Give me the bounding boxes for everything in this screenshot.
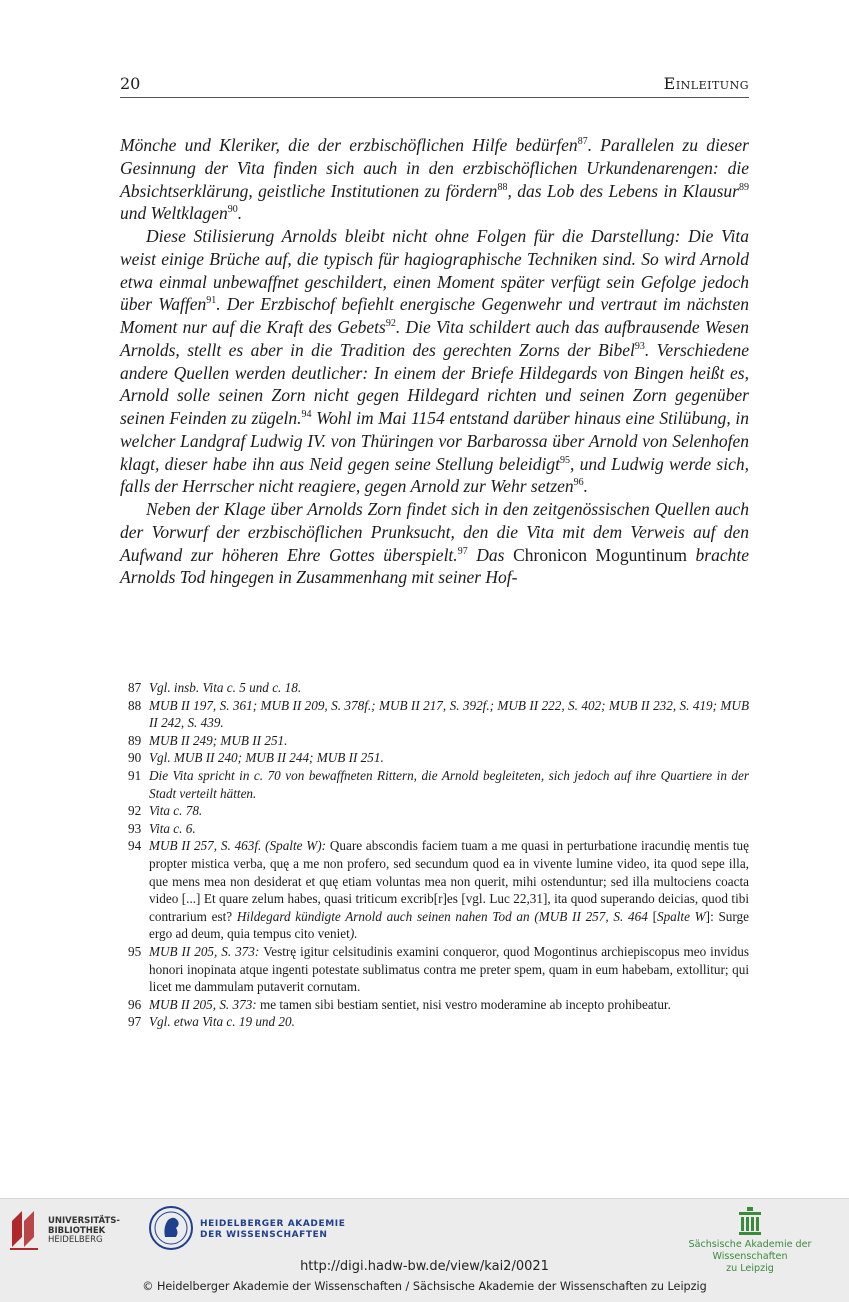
footnote-number: 96 bbox=[128, 996, 142, 1012]
ub-text-line2: BIBLIOTHEK bbox=[48, 1225, 106, 1236]
footnote-91 bbox=[120, 767, 749, 802]
footnote-number: 89 bbox=[128, 732, 142, 748]
text-run: . bbox=[237, 203, 243, 224]
text-run: Neben der Klage über Arnolds Zorn findet sich in den zeitgenössischen Quellen auch der Vorwurf der erzbischöflichen Prunksucht, den die Vita mit dem Verweis auf den Aufwand zur höheren Ehre Gottes überspielt. bbox=[120, 499, 749, 565]
text-run: ). bbox=[349, 926, 358, 942]
footnotes bbox=[120, 679, 749, 1031]
text-run: brachte Arnolds Tod hingegen in Zusammenhang mit seiner Hof- bbox=[120, 544, 750, 588]
footnote-94 bbox=[120, 837, 749, 943]
hadw-text-line2: DER WISSENSCHAFTEN bbox=[200, 1230, 328, 1240]
text-run: . Die Vita schildert auch das aufbrausende Wesen Arnolds, stellt es aber in die Tradition des gerechten Zorns der Bibel bbox=[120, 317, 749, 360]
footnote-number: 97 bbox=[128, 1014, 142, 1030]
hadw-logo-text bbox=[200, 1219, 346, 1241]
text-run: MUB II 205, S. 373: bbox=[149, 943, 264, 959]
footnote-92 bbox=[120, 802, 749, 820]
footnote-ref[interactable]: 87 bbox=[577, 136, 588, 147]
footnote-number: 93 bbox=[128, 820, 142, 836]
footnote-ref[interactable]: 91 bbox=[206, 295, 217, 307]
text-run: Die Vita spricht in c. 70 von bewaffneten Rittern, die Arnold begleiteten, sich jedoch auf ihre Quartiere in der Stadt verteilt hätten. bbox=[149, 767, 749, 801]
text-run: Vgl. etwa Vita c. 19 und 20. bbox=[149, 1014, 295, 1030]
text-run: Vita c. 78. bbox=[149, 803, 203, 819]
saw-building-icon bbox=[738, 1207, 762, 1235]
text-run: Diese Stilisierung Arnolds bleibt nicht ohne Folgen für die Darstellung: Die Vita weist einige Brüche auf, die typisch für hagiographische Techniken sind. So wird Arnold etwa einmal unbewaffnet geschildert, einen Moment später verfügt sein Gefolge jedoch über Waffen bbox=[120, 226, 749, 315]
footnote-90 bbox=[120, 749, 749, 767]
text-run: Mönche und Kleriker, die der erzbischöflichen Hilfe bedürfen bbox=[120, 135, 578, 155]
footnote-88 bbox=[120, 697, 749, 732]
paragraph-3 bbox=[120, 498, 749, 589]
text-run: MUB II 197, S. 361; MUB II 209, S. 378f.; MUB II 217, S. 392f.; MUB II 222, S. 402; MUB II 232, S. 419; MUB II 242, S. 439. bbox=[149, 697, 749, 731]
hadw-text-line1: HEIDELBERGER AKADEMIE bbox=[200, 1219, 346, 1229]
text-run: und Weltklagen bbox=[120, 203, 228, 224]
footer-bar bbox=[0, 1198, 849, 1302]
text-run: . Parallelen zu dieser Gesinnung der Vita finden sich auch in den erzbischöflichen Urkundenarengen: die Absichtserklärung, geistliche Institutionen zu fördern bbox=[120, 135, 749, 201]
main-text bbox=[120, 134, 749, 589]
hadw-seal-icon bbox=[148, 1205, 194, 1251]
footnote-number: 91 bbox=[128, 767, 142, 783]
footnote-ref[interactable]: 96 bbox=[573, 477, 584, 489]
text-run: [ bbox=[652, 908, 657, 924]
footnote-93 bbox=[120, 820, 749, 838]
footnote-number: 88 bbox=[128, 697, 142, 713]
text-run: Wohl im Mai 1154 entstand darüber hinaus eine Stilübung, in welcher Landgraf Ludwig IV. von Thüringen vor Barbarossa über Arnold von Selenhofen klagt, dieser habe ihn aus Neid gegen seine Stellung beleidigt bbox=[120, 408, 750, 474]
footnote-ref[interactable]: 95 bbox=[559, 454, 570, 466]
text-run: me tamen sibi bestiam sentiet, nisi vestro moderamine ab incepto prohibeatur. bbox=[259, 996, 671, 1012]
text-run: Vgl. MUB II 240; MUB II 244; MUB II 251. bbox=[149, 750, 384, 766]
ub-logo-text bbox=[48, 1217, 120, 1246]
page-number: 20 bbox=[120, 74, 141, 93]
paragraph-2 bbox=[120, 225, 749, 498]
footnote-95 bbox=[120, 943, 749, 996]
text-run: MUB II 257, S. 463f. (Spalte W): bbox=[149, 838, 330, 854]
text-run: Chronicon Moguntinum bbox=[513, 544, 687, 565]
footnote-number: 94 bbox=[128, 838, 142, 854]
ub-logo-icon bbox=[8, 1207, 42, 1251]
saw-text-line2: zu Leipzig bbox=[726, 1263, 774, 1274]
footnote-96 bbox=[120, 996, 749, 1014]
text-run: Vgl. insb. Vita c. 5 und c. 18. bbox=[149, 680, 302, 695]
footnote-number: 90 bbox=[128, 750, 142, 766]
footnote-ref[interactable]: 93 bbox=[634, 340, 645, 352]
footnote-97 bbox=[120, 1013, 749, 1031]
ub-heidelberg-logo[interactable] bbox=[8, 1207, 128, 1253]
text-run: . Verschiedene andere Quellen werden deutlicher: In einem der Briefe Hildegards von Bingen heißt es, Arnold solle seinen Zorn nicht gegen Hildegard richten und seinen Zorn gegenüber seinen Feinden zu zügeln. bbox=[120, 339, 749, 428]
text-run: , das Lob des Lebens in Klausur bbox=[507, 180, 739, 201]
footnote-ref[interactable]: 94 bbox=[301, 409, 312, 420]
copyright-notice: © Heidelberger Akademie der Wissenschaften / Sächsische Akademie der Wissenschaften zu Leipzig bbox=[142, 1280, 707, 1293]
hadw-logo[interactable] bbox=[148, 1205, 348, 1255]
footnote-number: 95 bbox=[128, 943, 142, 959]
text-run: Das bbox=[467, 544, 514, 565]
footnote-ref[interactable]: 88 bbox=[497, 181, 508, 193]
paragraph-1 bbox=[120, 134, 749, 225]
text-run: Vestrę igitur celsitudinis examini conqueror, quod Mogontinus archiepiscopus meo invidus honori inopinata atque ingenti potestate sublimatus contra me preter spem, quam in eum habebam, extollitur; qui licet me dammulam putaverit cornutam. bbox=[149, 943, 749, 995]
text-run: ]: Surge ergo ad deum, quia tempus cito veniet bbox=[149, 908, 749, 942]
footnote-number: 92 bbox=[128, 803, 142, 819]
footnote-ref[interactable]: 89 bbox=[739, 181, 749, 193]
text-run: Quare abscondis faciem tuam a me quasi in perturbatione iracundię mentis tuę propter mistica verba, quę a me non profero, sed secundum quod ea in vivente lumine video, ita quod sepe illa, que mens mea non desiderat et quę etiam voluntas mea non querit, mihi ostenduntur; sed illa multociens coacta video [...] Et quare zelum habes, quasi triticum excrib[r]es [vgl. Luc 22,31], ita quod superando deicias, quod tibi contrarium est? bbox=[149, 838, 749, 924]
footnote-87 bbox=[120, 679, 749, 697]
page-header bbox=[120, 71, 749, 98]
text-run: . Der Erzbischof befiehlt energische Gegenwehr und vertraut im nächsten Moment nur auf die Kraft des Gebets bbox=[120, 294, 749, 337]
ub-text-line3: HEIDELBERG bbox=[48, 1235, 103, 1246]
text-run: , und Ludwig werde sich, falls der Herrscher nicht reagiere, gegen Arnold zur Wehr setzen bbox=[120, 453, 749, 497]
text-run: . bbox=[583, 476, 589, 497]
footnote-ref[interactable]: 97 bbox=[457, 545, 468, 557]
permalink-url[interactable]: http://digi.hadw-bw.de/view/kai2/0021 bbox=[300, 1259, 549, 1274]
footnote-ref[interactable]: 92 bbox=[385, 318, 396, 329]
footnote-ref[interactable]: 90 bbox=[227, 204, 238, 216]
text-run: MUB II 205, S. 373: bbox=[149, 996, 260, 1012]
text-run: Hildegard kündigte Arnold auch seinen nahen Tod an (MUB II 257, S. 464 bbox=[236, 908, 653, 924]
saw-text-line1: Sächsische Akademie der Wissenschaften bbox=[688, 1239, 812, 1262]
text-run: Vita c. 6. bbox=[149, 820, 196, 836]
footnote-89 bbox=[120, 732, 749, 750]
ub-text-line1: UNIVERSITÄTS- bbox=[48, 1216, 120, 1226]
footnote-number: 87 bbox=[128, 680, 142, 695]
text-run: MUB II 249; MUB II 251. bbox=[149, 732, 288, 748]
running-head: Einleitung bbox=[663, 74, 749, 93]
text-run: Spalte W bbox=[656, 908, 706, 924]
